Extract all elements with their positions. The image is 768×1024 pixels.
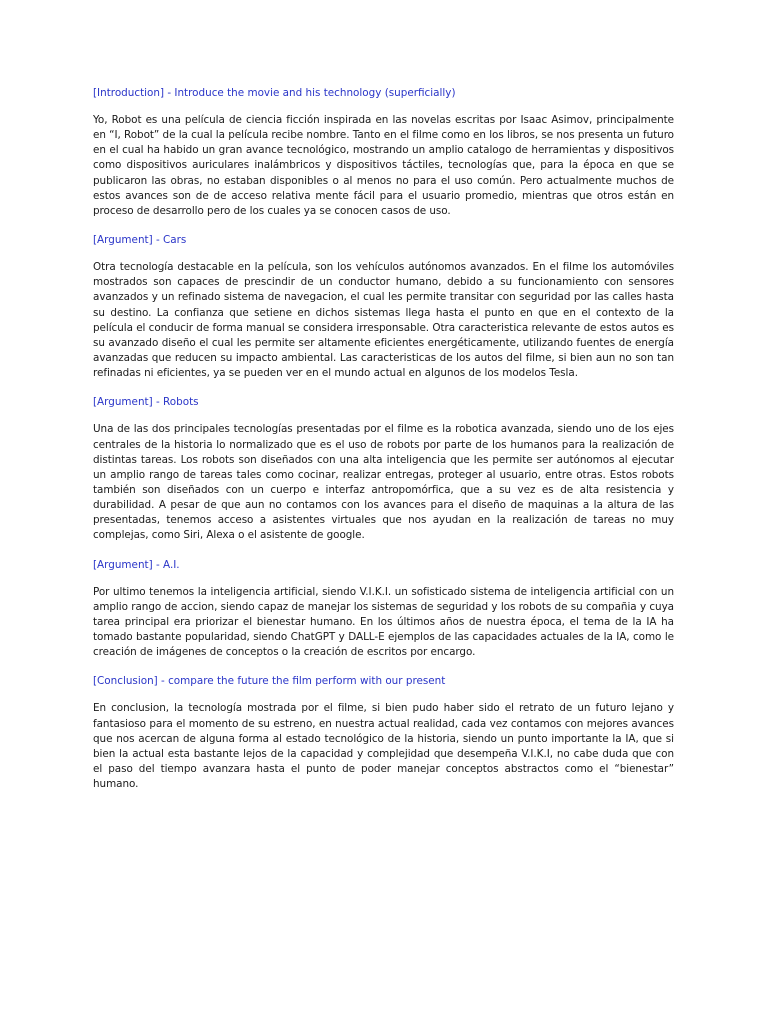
- document-page: [93, 86, 674, 806]
- section-body-cars: Otra tecnología destacable en la película, son los vehículos autónomos avanzados. En el filme los automóviles mostrados son capaces de prescindir de un conductor humano, debido a su funcionamiento con sensores avanzados y un refinado sistema de navegacion, el cual les permite transitar con seguridad por las calles hasta su destino. La confianza que setiene en dichos sistemas llega hasta el punto en que en el contexto de la película el conducir de forma manual se considera irresponsable. Otra caracteristica relevante de estos autos es su avanzado diseño el cual les permite ser altamente eficientes energéticamente, utilizando fuentes de energía avanzadas que reducen su impacto ambiental. Las caracteristicas de los autos del filme, si bien aun no son tan refinadas ni eficientes, ya se pueden ver en el mundo actual en algunos de los modelos Tesla.: [93, 261, 674, 380]
- section-body-conclusion: En conclusion, la tecnología mostrada por el filme, si bien pudo haber sido el retrato de un futuro lejano y fantasioso para el momento de su estreno, en nuestra actual realidad, cada vez contamos con mejores avances que nos acercan de alguna forma al estado tecnológico de la historia, siendo un punto importante la IA, que si bien la actual esta bastante lejos de la capacidad y complejidad que desempeña V.I.K.I, no cabe duda que con el paso del tiempo avanzara hasta el punto de poder manejar conceptos abstractos como el “bienestar” humano.: [93, 702, 674, 791]
- section-heading-robots: [Argument] - Robots: [93, 396, 199, 409]
- section-heading-introduction: [Introduction] - Introduce the movie and his technology (superficially): [93, 87, 456, 99]
- section-argument-ai: [93, 558, 674, 661]
- section-heading-conclusion: [Conclusion] - compare the future the film perform with our present: [93, 675, 446, 688]
- section-body-introduction: Yo, Robot es una película de ciencia ficción inspirada en las novelas escritas por Isaac Asimov, principalmente en “I, Robot” de la cual la película recibe nombre. Tanto en el filme como en los libros, se nos presenta un futuro en el cual ha habido un gran avance tecnológico, mostrando un amplio catalogo de herramientas y dispositivos como dispositivos auriculares inalámbricos y dispositivos táctiles, tecnologías que, para la época en que se publicaron las obras, no estaban disponibles o al menos no para el uso común. Pero actualmente muchos de estos avances son de de acceso relativa mente fácil para el usuario promedio, mientras que otros están en proceso de desarrollo pero de los cuales ya se conocen casos de uso.: [93, 114, 674, 217]
- section-argument-robots: [93, 395, 674, 543]
- section-heading-cars: [Argument] - Cars: [93, 234, 187, 247]
- section-body-ai: Por ultimo tenemos la inteligencia artificial, siendo V.I.K.I. un sofisticado sistema de inteligencia artificial con un amplio rango de accion, siendo capaz de manejar los sistemas de seguridad y los robots de su compañia y cuya tarea principal era priorizar el bienestar humano. En los últimos años de nuestra época, el tema de la IA ha tomado bastante popularidad, siendo ChatGPT y DALL-E ejemplos de las capacidades actuales de la IA, como le creación de imágenes de conceptos o la creación de escritos por encargo.: [93, 585, 674, 659]
- section-argument-cars: [93, 233, 674, 381]
- section-conclusion: [93, 674, 674, 792]
- section-introduction: [93, 86, 674, 219]
- section-body-robots: Una de las dos principales tecnologías presentadas por el filme es la robotica avanzada, siendo uno de los ejes centrales de la historia lo normalizado que es el uso de robots por parte de los humanos para la realización de distintas tareas. Los robots son diseñados con una alta inteligencia que les permite ser autónomos al ejecutar un amplio rango de tareas tales como cocinar, realizar entregas, proteger al usuario, entre otras. Estos robots también son diseñados con un cuerpo e interfaz antropomórfica, que a su vez es de alta resistencia y durabilidad. A pesar de que aun no contamos con los avances para el diseño de maquinas a la altura de las presentadas, tenemos acceso a asistentes virtuales que nos ayudan en la realización de tareas no muy complejas, como Siri, Alexa o el asistente de google.: [93, 423, 674, 542]
- section-heading-ai: [Argument] - A.I.: [93, 558, 180, 571]
